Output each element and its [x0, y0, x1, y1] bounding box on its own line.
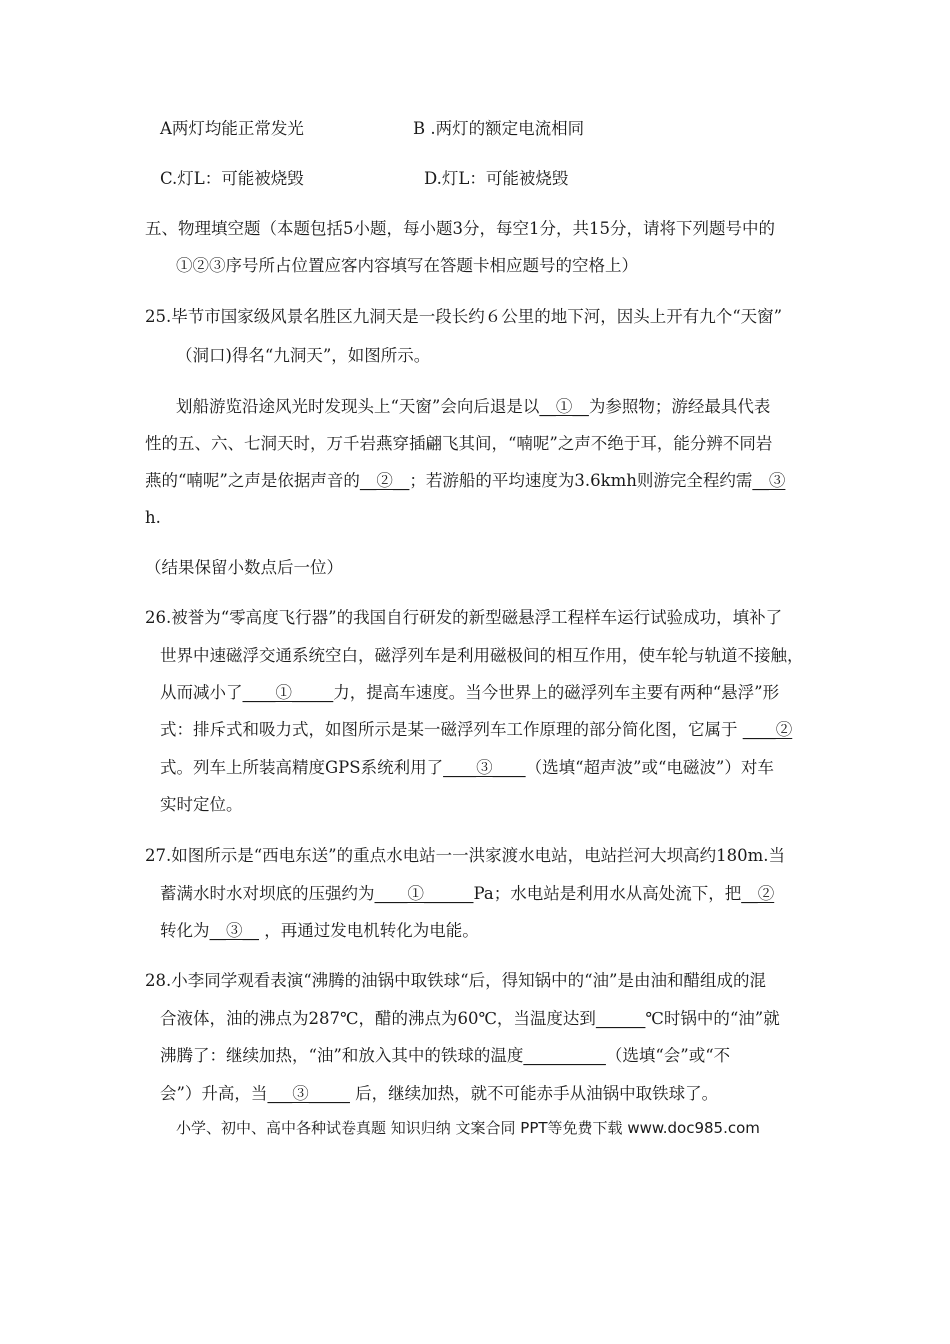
q26-blank-3: ____③____	[443, 758, 526, 777]
q25-line3: 划船游览沿途风光时发现头上“天窗”会向后退是以__①__为参照物；游经最具代表	[176, 397, 771, 416]
q25-line6: h.	[145, 508, 161, 527]
q25-note: （结果保留小数点后一位）	[145, 558, 343, 577]
q27-line3: 转化为__③__ ，再通过发电机转化为电能。	[160, 921, 479, 940]
q28-line4: 会”）升高，当___③_____ 后，继续加热，就不可能赤手从油锅中取铁球了。	[160, 1084, 719, 1103]
q25-line2: （洞口)得名“九洞天”，如图所示。	[176, 346, 431, 365]
choice-b: B .两灯的额定电流相同	[413, 119, 585, 138]
q28-line3: 沸腾了：继续加热，“油”和放入其中的铁球的温度__________（选填“会”或“不	[160, 1046, 731, 1065]
q26-blank-2: ____②	[742, 720, 793, 739]
q28-line2: 合液体，油的沸点为287℃，醋的沸点为60℃，当温度达到______℃时锅中的“油”就	[160, 1009, 780, 1028]
q28-blank-1: ______	[595, 1009, 646, 1028]
q26-line3: 从而减小了____①_____力，提高车速度。当今世界上的磁浮列车主要有两种“悬浮”形	[160, 683, 780, 702]
q26-line6: 实时定位。	[160, 795, 243, 814]
choice-d: D.灯L：可能被烧毁	[424, 169, 569, 188]
q27-blank-3: __③__	[209, 921, 259, 940]
q25-blank-2: __②__	[359, 471, 410, 490]
q28-blank-3: ___③_____	[267, 1084, 350, 1103]
q27-blank-1: ____①______	[374, 884, 474, 903]
q26-line4: 式：排斥式和吸力式，如图所示是某一磁浮列车工作原理的部分简化图，它属于 ____②	[160, 720, 793, 739]
q25-line5: 燕的“喃呢”之声是依据声音的__②__；若游船的平均速度为3.6kmh则游完全程约需__③	[145, 471, 786, 490]
q28-line1: 28.小李同学观看表演“沸腾的油锅中取铁球“后，得知锅中的“油”是由油和醋组成的混	[145, 971, 766, 990]
q25-blank-1: __①__	[539, 397, 589, 416]
q25-blank-3: __③	[752, 471, 786, 490]
section-heading: 五、物理填空题（本题包括5小题，每小题3分，每空1分，共15分，请将下列题号中的	[145, 219, 775, 238]
q26-line5: 式。列车上所装高精度GPS系统利用了____③____（选填“超声波”或“电磁波”）对车	[160, 758, 774, 777]
choice-a: A两灯均能正常发光	[160, 119, 304, 138]
section-heading-cont: ①②③序号所占位置应客内容填写在答题卡相应题号的空格上）	[176, 256, 638, 275]
q26-line2: 世界中速磁浮交通系统空白，磁浮列车是利用磁极间的相互作用，使车轮与轨道不接触，	[160, 646, 804, 665]
choice-c: C.灯L：可能被烧毁	[160, 169, 304, 188]
q28-blank-2: __________	[523, 1046, 606, 1065]
q26-blank-1: ____①_____	[242, 683, 334, 702]
q27-blank-2: __②	[741, 884, 775, 903]
q27-line1: 27.如图所示是“西电东送”的重点水电站一一洪家渡水电站，电站拦河大坝高约180m.当	[145, 846, 785, 865]
q25-line1: 25.毕节市国家级风景名胜区九洞天是一段长约６公里的地下河，因头上开有九个“天窗”	[145, 307, 783, 326]
q27-line2: 蓄满水时水对坝底的压强约为____①______Pa；水电站是利用水从高处流下，把__②	[160, 884, 775, 903]
footer-note: 小学、初中、高中各种试卷真题 知识归纳 文案合同 PPT等免费下载 www.doc985.com	[176, 1119, 760, 1137]
q26-line1: 26.被誉为“零高度飞行器”的我国自行研发的新型磁悬浮工程样车运行试验成功，填补了	[145, 608, 783, 627]
q25-line4: 性的五、六、七洞天时，万千岩燕穿插翩飞其间，“喃呢”之声不绝于耳，能分辨不同岩	[145, 434, 773, 453]
